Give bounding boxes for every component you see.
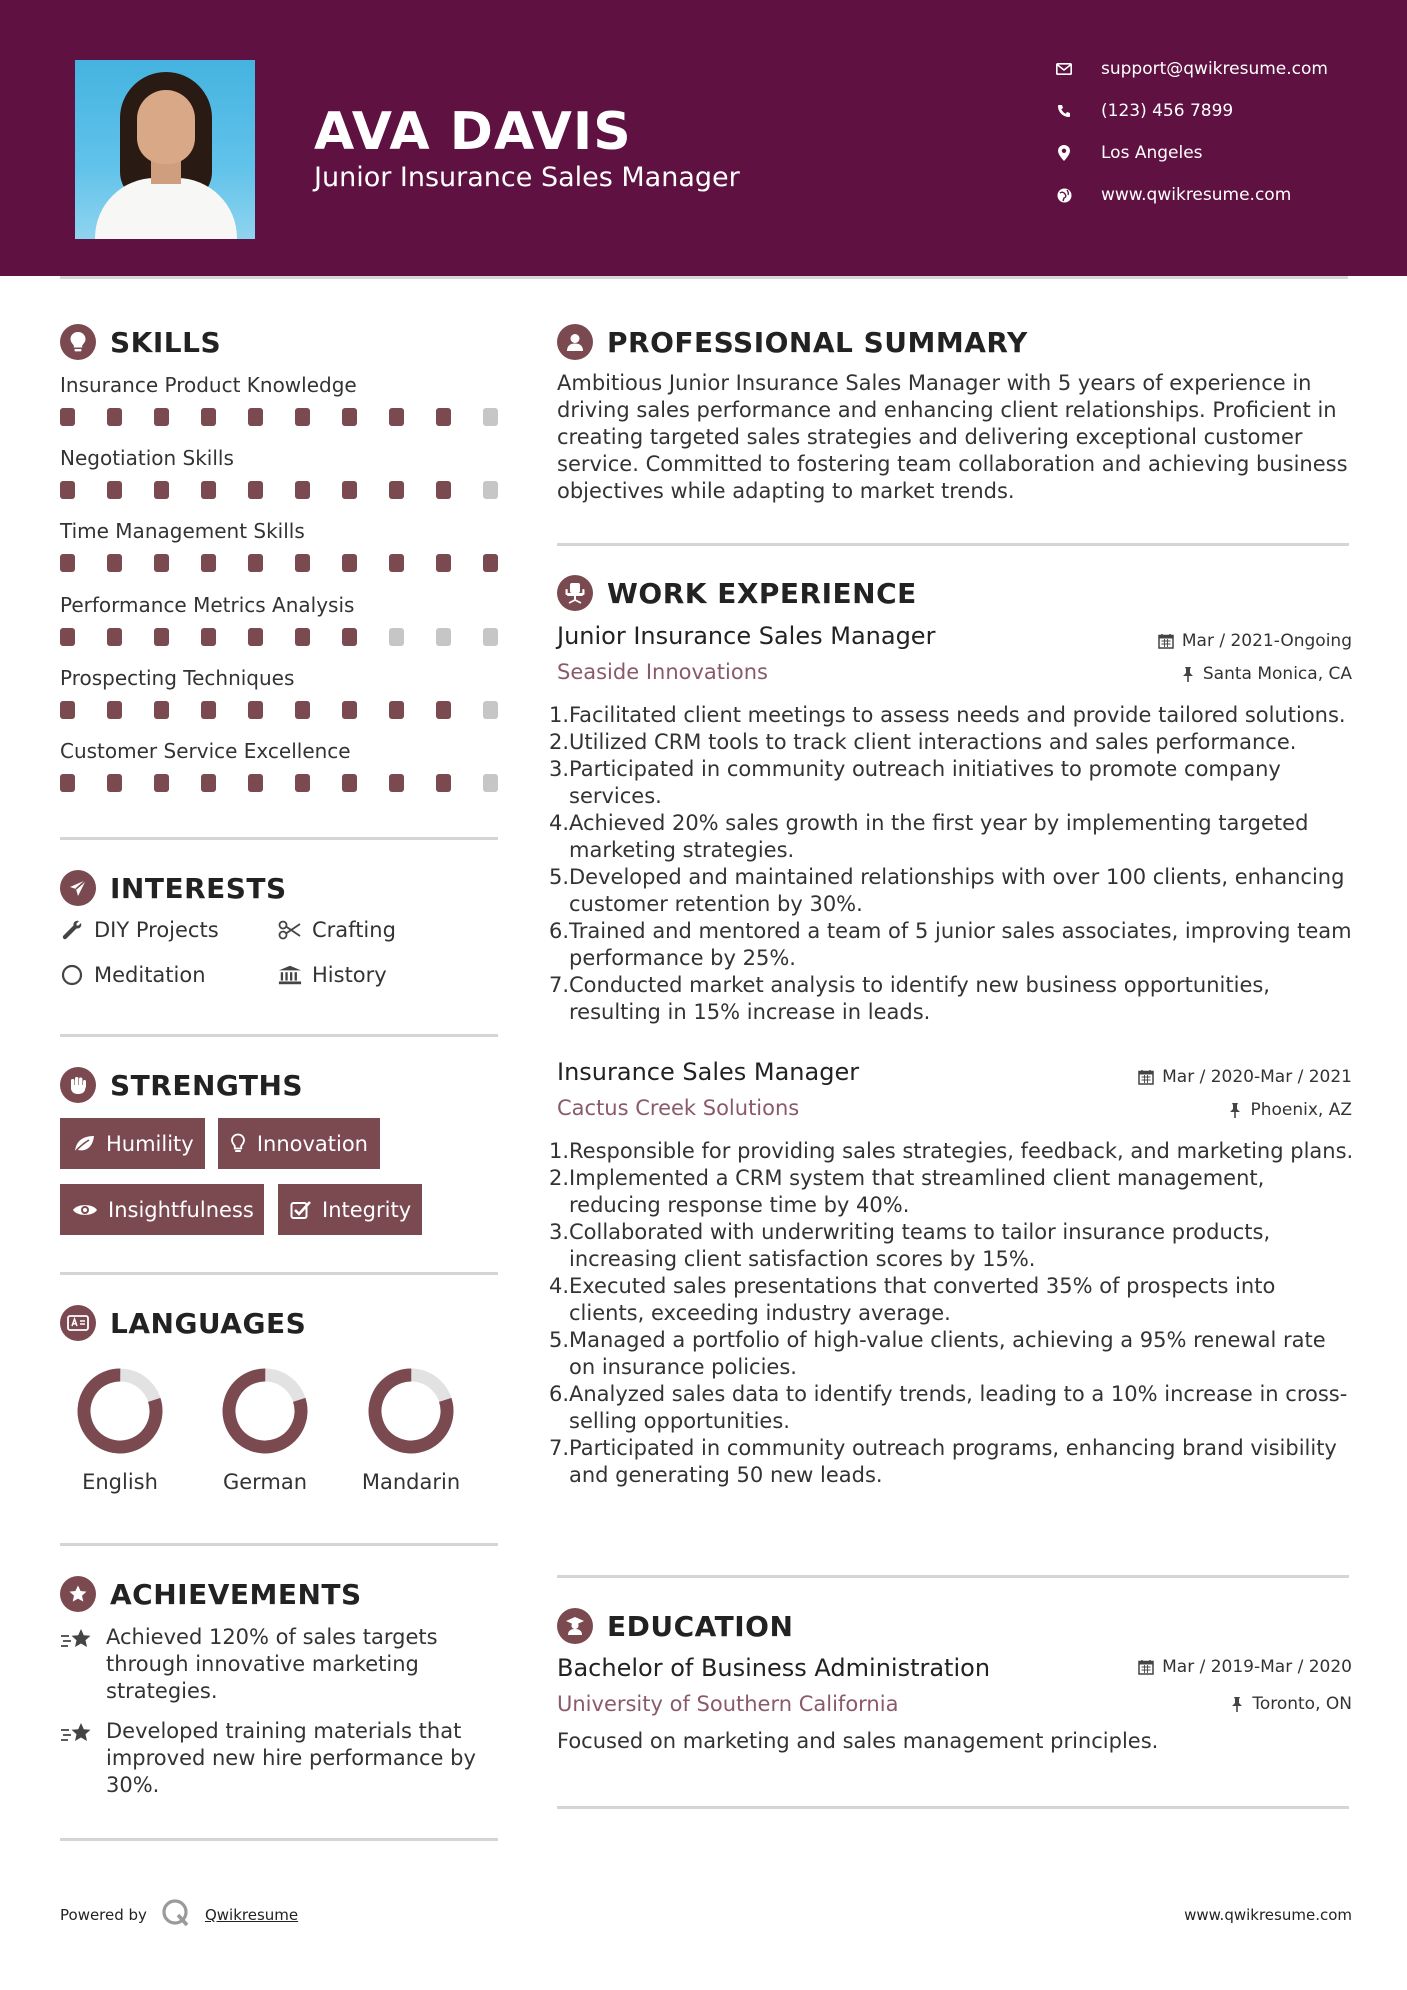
skill-dot-filled <box>342 554 357 572</box>
education-school: University of Southern California <box>557 1692 899 1716</box>
skill-rating <box>60 408 500 426</box>
responsibility-item: 1. Facilitated client meetings to assess needs and provide tailored solutions. <box>549 703 1346 727</box>
skill-dot-filled <box>248 481 263 499</box>
skill-dot-filled <box>342 481 357 499</box>
skill-dot-filled <box>60 628 75 646</box>
skill-dot-filled <box>107 628 122 646</box>
skill-dot-filled <box>389 554 404 572</box>
skill-dot-filled <box>201 628 216 646</box>
skill-dot-filled <box>295 481 310 499</box>
skill-dot-filled <box>342 628 357 646</box>
section-divider <box>557 1806 1349 1809</box>
pushpin-icon <box>1181 666 1195 682</box>
envelope-icon <box>1053 63 1075 75</box>
interests-heading: INTERESTS <box>60 868 287 908</box>
office-chair-icon <box>557 575 593 611</box>
interest-item-meditation: Meditation <box>60 963 206 987</box>
skill-name: Customer Service Excellence <box>60 739 351 763</box>
user-icon <box>557 324 593 360</box>
skill-dot-empty <box>483 701 498 719</box>
language-level-ring <box>75 1366 165 1456</box>
strength-chip-integrity: Integrity <box>278 1184 422 1235</box>
education-date: Mar / 2019-Mar / 2020 <box>1138 1657 1352 1677</box>
job-role: Insurance Sales Manager <box>557 1058 860 1086</box>
candidate-title: Junior Insurance Sales Manager <box>314 162 740 193</box>
circle-icon <box>60 964 84 986</box>
skill-dot-empty <box>436 628 451 646</box>
shooting-star-icon <box>60 1628 94 1705</box>
achievement-item: Achieved 120% of sales targets through innovative marketing strategies. <box>60 1624 500 1705</box>
skill-dot-filled <box>483 554 498 572</box>
skill-name: Prospecting Techniques <box>60 665 295 690</box>
skill-dot-filled <box>295 628 310 646</box>
skill-dot-empty <box>483 408 498 426</box>
skill-dot-filled <box>248 554 263 572</box>
calendar-icon <box>1138 1659 1154 1675</box>
map-pin-icon <box>1053 145 1075 161</box>
skill-dot-filled <box>201 554 216 572</box>
contact-email[interactable]: support@qwikresume.com <box>1053 54 1383 84</box>
skill-dot-filled <box>436 701 451 719</box>
responsibility-item: 2. Implemented a CRM system that streamlined client management, reducing response time by 40%. <box>549 1166 1265 1217</box>
checkbox-icon <box>290 1200 312 1220</box>
job-company: Cactus Creek Solutions <box>557 1096 800 1120</box>
responsibility-item: 4. Achieved 20% sales growth in the first year by implementing targeted marketing strategies. <box>549 811 1309 862</box>
skill-dot-filled <box>248 628 263 646</box>
section-divider <box>60 1272 498 1275</box>
lightbulb-icon <box>60 324 96 360</box>
skill-rating <box>60 481 500 499</box>
education-heading: EDUCATION <box>557 1606 793 1646</box>
leaf-icon <box>72 1134 96 1154</box>
language-item <box>60 1366 180 1494</box>
phone-icon <box>1053 104 1075 118</box>
paper-plane-icon <box>60 870 96 906</box>
skill-rating <box>60 554 500 572</box>
skill-dot-filled <box>389 481 404 499</box>
header-divider <box>60 276 1348 279</box>
job-date: Mar / 2021-Ongoing <box>1158 631 1352 651</box>
summary-text: Ambitious Junior Insurance Sales Manager with 5 years of experience in driving sales performance and enhancing client relationships. Proficient in creating targeted sales strategies and delivering exceptional customer service. Committed to fostering team collaboration and achieving business objectives while adapting to market trends. <box>557 371 1348 503</box>
interest-item-history: History <box>278 963 387 987</box>
skill-dot-filled <box>248 408 263 426</box>
language-level-ring <box>366 1366 456 1456</box>
skill-dot-filled <box>248 774 263 792</box>
language-label: Mandarin <box>361 1470 461 1494</box>
language-ring-fill <box>366 1366 456 1456</box>
wrench-icon <box>60 919 84 941</box>
skill-dot-filled <box>60 701 75 719</box>
language-ring-fill <box>220 1366 310 1456</box>
responsibility-item: 4. Executed sales presentations that converted 35% of prospects into clients, exceeding industry average. <box>549 1274 1276 1325</box>
language-label: English <box>82 1470 158 1494</box>
summary-heading: PROFESSIONAL SUMMARY <box>557 322 1028 362</box>
skill-name: Performance Metrics Analysis <box>60 592 355 617</box>
graduate-icon <box>557 1608 593 1644</box>
job-location: Santa Monica, CA <box>1181 664 1352 684</box>
responsibility-item: 3. Collaborated with underwriting teams to tailor insurance products, increasing client satisfaction scores by 15%. <box>549 1220 1271 1271</box>
skill-dot-filled <box>248 701 263 719</box>
language-icon <box>60 1305 96 1341</box>
responsibility-item: 3. Participated in community outreach initiatives to promote company services. <box>549 757 1281 808</box>
job-location: Phoenix, AZ <box>1228 1100 1352 1120</box>
education-description: Focused on marketing and sales management principles. <box>557 1729 1159 1753</box>
skill-dot-filled <box>436 481 451 499</box>
skill-dot-filled <box>201 408 216 426</box>
job-date: Mar / 2020-Mar / 2021 <box>1138 1067 1352 1087</box>
skill-dot-filled <box>60 408 75 426</box>
lightbulb-icon <box>230 1133 247 1155</box>
skill-dot-filled <box>154 481 169 499</box>
section-divider <box>60 1838 498 1841</box>
skill-dot-filled <box>389 774 404 792</box>
museum-icon <box>278 964 302 986</box>
calendar-icon <box>1158 633 1174 649</box>
language-item <box>205 1366 325 1494</box>
skill-dot-empty <box>483 774 498 792</box>
section-divider <box>60 837 498 840</box>
skill-dot-filled <box>436 408 451 426</box>
footer-powered-by: Powered by Qwikresume <box>60 1898 298 1932</box>
skill-dot-filled <box>295 408 310 426</box>
skill-dot-filled <box>201 481 216 499</box>
qwikresume-logo-icon <box>161 1898 191 1932</box>
section-divider <box>60 1034 498 1037</box>
responsibility-item: 5. Developed and maintained relationships with over 100 clients, enhancing customer retention by 30%. <box>549 865 1345 916</box>
skill-rating <box>60 701 500 719</box>
skill-dot-filled <box>107 481 122 499</box>
globe-icon <box>1053 188 1075 203</box>
skill-dot-filled <box>436 554 451 572</box>
skill-name: Insurance Product Knowledge <box>60 373 357 397</box>
skill-dot-empty <box>483 628 498 646</box>
strength-chip-innovation: Innovation <box>218 1118 380 1169</box>
job-responsibilities <box>549 702 1357 1026</box>
skill-dot-filled <box>201 774 216 792</box>
language-level-ring <box>220 1366 310 1456</box>
achievement-item: Developed training materials that improved new hire performance by 30%. <box>60 1718 500 1799</box>
skill-rating <box>60 774 500 792</box>
skill-dot-filled <box>154 408 169 426</box>
eye-icon <box>72 1202 98 1218</box>
skill-dot-filled <box>295 774 310 792</box>
interest-item-diy-projects: DIY Projects <box>60 918 219 942</box>
candidate-name: AVA DAVIS <box>314 102 632 162</box>
qwikresume-link[interactable]: Qwikresume <box>204 1906 299 1924</box>
skill-rating <box>60 628 500 646</box>
skill-dot-filled <box>389 408 404 426</box>
skill-dot-filled <box>342 408 357 426</box>
strength-chip-humility: Humility <box>60 1118 205 1169</box>
languages-heading: LANGUAGES <box>60 1303 306 1343</box>
skills-heading: SKILLS <box>60 322 221 362</box>
calendar-icon <box>1138 1069 1154 1085</box>
skill-dot-filled <box>107 701 122 719</box>
education-location: Toronto, ON <box>1230 1694 1352 1714</box>
scissors-icon <box>278 920 302 940</box>
star-badge-icon <box>60 1576 96 1612</box>
skill-dot-filled <box>342 701 357 719</box>
skill-dot-filled <box>201 701 216 719</box>
skill-name: Time Management Skills <box>60 519 305 544</box>
education-degree: Bachelor of Business Administration <box>557 1654 991 1682</box>
responsibility-item: 1. Responsible for providing sales strategies, feedback, and marketing plans. <box>549 1139 1354 1163</box>
shooting-star-icon <box>60 1722 94 1799</box>
skill-dot-filled <box>60 774 75 792</box>
language-ring-fill <box>75 1366 165 1456</box>
pushpin-icon <box>1230 1696 1244 1712</box>
job-responsibilities <box>549 1138 1357 1489</box>
language-label: German <box>222 1470 308 1494</box>
profile-photo <box>75 60 255 239</box>
responsibility-item: 7. Participated in community outreach programs, enhancing brand visibility and generating 50 new leads. <box>549 1436 1337 1487</box>
skill-dot-filled <box>389 701 404 719</box>
responsibility-item: 2. Utilized CRM tools to track client interactions and sales performance. <box>549 730 1297 754</box>
skill-dot-empty <box>389 628 404 646</box>
responsibility-item: 6. Analyzed sales data to identify trends, leading to a 10% increase in cross-selling opportunities. <box>549 1382 1348 1433</box>
raised-fist-icon <box>60 1067 96 1103</box>
achievements-heading: ACHIEVEMENTS <box>60 1574 362 1614</box>
section-divider <box>557 1575 1349 1578</box>
skill-dot-filled <box>60 554 75 572</box>
language-item <box>351 1366 471 1494</box>
skill-dot-filled <box>436 774 451 792</box>
skill-name: Negotiation Skills <box>60 446 234 471</box>
skill-dot-filled <box>60 481 75 499</box>
skill-dot-filled <box>107 554 122 572</box>
responsibility-item: 5. Managed a portfolio of high-value clients, achieving a 95% renewal rate on insurance policies. <box>549 1328 1326 1379</box>
skill-dot-filled <box>154 628 169 646</box>
footer-website[interactable]: www.qwikresume.com <box>1184 1906 1352 1924</box>
section-divider <box>557 543 1349 546</box>
skill-dot-filled <box>107 774 122 792</box>
section-divider <box>60 1543 498 1546</box>
skill-dot-empty <box>483 481 498 499</box>
skill-dot-filled <box>107 408 122 426</box>
skill-dot-filled <box>154 554 169 572</box>
experience-heading: WORK EXPERIENCE <box>557 573 917 613</box>
resume-header <box>0 0 1407 276</box>
job-role: Junior Insurance Sales Manager <box>557 622 936 650</box>
skill-dot-filled <box>342 774 357 792</box>
contact-location: Los Angeles <box>1053 138 1383 168</box>
pushpin-icon <box>1228 1102 1242 1118</box>
strengths-heading: STRENGTHS <box>60 1065 303 1105</box>
strength-chip-insightfulness: Insightfulness <box>60 1184 264 1235</box>
responsibility-item: 6. Trained and mentored a team of 5 junior sales associates, improving team performance by 25%. <box>549 919 1352 970</box>
interest-item-crafting: Crafting <box>278 918 396 942</box>
contact-phone[interactable]: (123) 456 7899 <box>1053 96 1383 126</box>
skill-dot-filled <box>154 701 169 719</box>
responsibility-item: 7. Conducted market analysis to identify new business opportunities, resulting in 15% increase in leads. <box>549 973 1270 1024</box>
skill-dot-filled <box>295 554 310 572</box>
contact-website[interactable]: www.qwikresume.com <box>1053 180 1383 210</box>
skill-dot-filled <box>154 774 169 792</box>
job-company: Seaside Innovations <box>557 660 768 684</box>
skill-dot-filled <box>295 701 310 719</box>
